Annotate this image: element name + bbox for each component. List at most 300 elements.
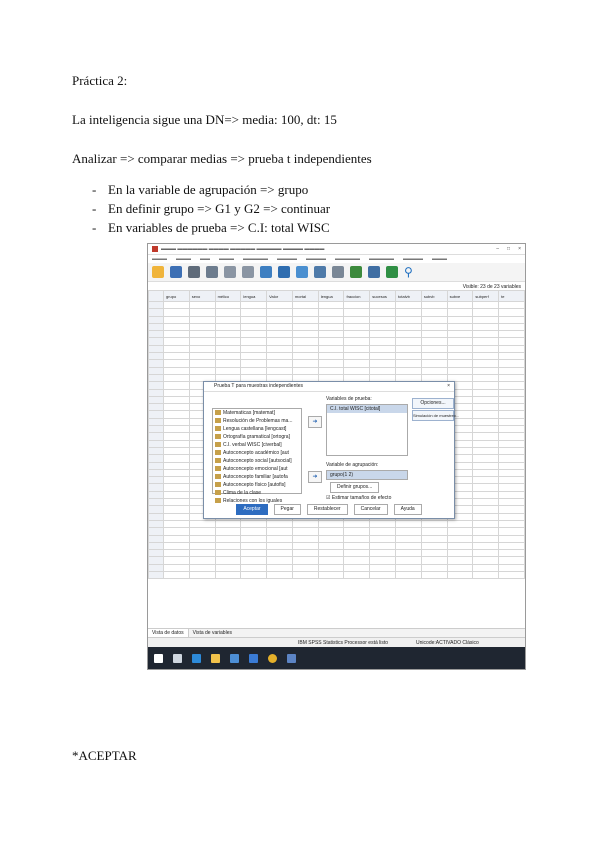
- grid-cell[interactable]: [189, 338, 215, 345]
- grid-cell[interactable]: [499, 550, 525, 557]
- grid-cell[interactable]: [344, 316, 370, 323]
- grid-cell[interactable]: [241, 535, 267, 542]
- grid-cell[interactable]: [370, 345, 396, 352]
- grid-cell[interactable]: [267, 520, 293, 527]
- grid-cell[interactable]: [499, 535, 525, 542]
- menu-item[interactable]: ▬▬▬: [176, 256, 191, 262]
- grid-cell[interactable]: [318, 550, 344, 557]
- grid-cell[interactable]: [241, 331, 267, 338]
- menu-item[interactable]: ▬▬▬▬▬: [369, 256, 394, 262]
- row-header[interactable]: [149, 309, 164, 316]
- column-header[interactable]: lengua: [241, 291, 267, 302]
- grid-cell[interactable]: [267, 535, 293, 542]
- grid-cell[interactable]: [473, 309, 499, 316]
- reset-button[interactable]: Restablecer: [307, 504, 348, 515]
- grid-cell[interactable]: [473, 316, 499, 323]
- grid-cell[interactable]: [292, 360, 318, 367]
- column-header[interactable]: mélico: [215, 291, 241, 302]
- grid-cell[interactable]: [447, 367, 473, 374]
- row-header[interactable]: [149, 426, 164, 433]
- grid-cell[interactable]: [447, 520, 473, 527]
- grid-cell[interactable]: [164, 353, 190, 360]
- grid-cell[interactable]: [447, 338, 473, 345]
- row-header[interactable]: [149, 528, 164, 535]
- grid-cell[interactable]: [215, 571, 241, 578]
- weight-cases-icon[interactable]: [386, 266, 398, 278]
- row-header[interactable]: [149, 557, 164, 564]
- row-header[interactable]: [149, 535, 164, 542]
- grid-cell[interactable]: [447, 557, 473, 564]
- grid-cell[interactable]: [370, 309, 396, 316]
- print-icon[interactable]: [188, 266, 200, 278]
- grid-cell[interactable]: [370, 535, 396, 542]
- grid-cell[interactable]: [473, 426, 499, 433]
- grid-cell[interactable]: [499, 389, 525, 396]
- split-file-icon[interactable]: [368, 266, 380, 278]
- grid-cell[interactable]: [447, 353, 473, 360]
- estimate-effect-size-checkbox[interactable]: [326, 495, 391, 501]
- row-header[interactable]: [149, 338, 164, 345]
- row-header[interactable]: [149, 396, 164, 403]
- grid-cell[interactable]: [267, 309, 293, 316]
- grid-cell[interactable]: [473, 345, 499, 352]
- search-icon[interactable]: ⚲: [404, 265, 413, 279]
- grid-cell[interactable]: [370, 367, 396, 374]
- grid-cell[interactable]: [267, 571, 293, 578]
- grid-cell[interactable]: [499, 564, 525, 571]
- grid-cell[interactable]: [473, 396, 499, 403]
- grid-cell[interactable]: [164, 404, 190, 411]
- grid-cell[interactable]: [499, 302, 525, 309]
- row-header[interactable]: [149, 389, 164, 396]
- grid-cell[interactable]: [189, 557, 215, 564]
- grid-cell[interactable]: [370, 331, 396, 338]
- grid-cell[interactable]: [241, 353, 267, 360]
- grouping-variable-field[interactable]: [326, 470, 408, 480]
- grid-cell[interactable]: [421, 360, 447, 367]
- grid-cell[interactable]: [164, 345, 190, 352]
- grid-cell[interactable]: [421, 535, 447, 542]
- grid-cell[interactable]: [447, 302, 473, 309]
- grid-cell[interactable]: [164, 331, 190, 338]
- grid-cell[interactable]: [241, 367, 267, 374]
- grid-cell[interactable]: [318, 520, 344, 527]
- row-header[interactable]: [149, 323, 164, 330]
- grid-cell[interactable]: [473, 367, 499, 374]
- grid-cell[interactable]: [318, 331, 344, 338]
- grid-cell[interactable]: [215, 353, 241, 360]
- column-header[interactable]: subve: [447, 291, 473, 302]
- grid-cell[interactable]: [421, 309, 447, 316]
- grid-cell[interactable]: [473, 571, 499, 578]
- grid-cell[interactable]: [292, 309, 318, 316]
- grid-cell[interactable]: [499, 484, 525, 491]
- grid-cell[interactable]: [421, 331, 447, 338]
- grid-cell[interactable]: [318, 323, 344, 330]
- grid-cell[interactable]: [499, 418, 525, 425]
- bootstrap-button[interactable]: Simulación de muestreo...: [412, 410, 454, 421]
- grid-cell[interactable]: [241, 309, 267, 316]
- spss-taskbar-icon[interactable]: [287, 654, 296, 663]
- grid-cell[interactable]: [499, 542, 525, 549]
- row-header[interactable]: [149, 316, 164, 323]
- task-view-icon[interactable]: [173, 654, 182, 663]
- row-header[interactable]: [149, 353, 164, 360]
- column-header[interactable]: Valor: [267, 291, 293, 302]
- grid-cell[interactable]: [396, 520, 422, 527]
- grid-cell[interactable]: [473, 520, 499, 527]
- test-variables-box[interactable]: [326, 404, 408, 456]
- grid-cell[interactable]: [473, 564, 499, 571]
- grid-cell[interactable]: [164, 360, 190, 367]
- grid-cell[interactable]: [189, 360, 215, 367]
- grid-cell[interactable]: [189, 367, 215, 374]
- column-header[interactable]: sucesos: [370, 291, 396, 302]
- grid-cell[interactable]: [318, 535, 344, 542]
- row-header[interactable]: [149, 499, 164, 506]
- grid-cell[interactable]: [215, 331, 241, 338]
- grid-cell[interactable]: [396, 542, 422, 549]
- grid-cell[interactable]: [421, 353, 447, 360]
- grid-cell[interactable]: [370, 520, 396, 527]
- grid-cell[interactable]: [344, 323, 370, 330]
- grid-cell[interactable]: [164, 499, 190, 506]
- grid-cell[interactable]: [292, 528, 318, 535]
- grid-cell[interactable]: [370, 353, 396, 360]
- grid-cell[interactable]: [164, 309, 190, 316]
- grid-cell[interactable]: [267, 345, 293, 352]
- variable-list-item[interactable]: [213, 425, 301, 433]
- grid-cell[interactable]: [447, 528, 473, 535]
- grid-cell[interactable]: [344, 571, 370, 578]
- grid-cell[interactable]: [499, 345, 525, 352]
- grid-cell[interactable]: [499, 469, 525, 476]
- grid-cell[interactable]: [370, 316, 396, 323]
- grid-cell[interactable]: [396, 338, 422, 345]
- define-groups-button[interactable]: Definir grupos...: [330, 482, 379, 493]
- grid-cell[interactable]: [473, 353, 499, 360]
- grid-cell[interactable]: [164, 455, 190, 462]
- grid-cell[interactable]: [267, 528, 293, 535]
- grid-cell[interactable]: [164, 484, 190, 491]
- grid-cell[interactable]: [292, 302, 318, 309]
- grid-cell[interactable]: [396, 302, 422, 309]
- grid-cell[interactable]: [292, 535, 318, 542]
- grid-cell[interactable]: [164, 323, 190, 330]
- grid-cell[interactable]: [241, 542, 267, 549]
- grid-cell[interactable]: [344, 542, 370, 549]
- grid-cell[interactable]: [421, 345, 447, 352]
- mail-icon[interactable]: [249, 654, 258, 663]
- grid-cell[interactable]: [447, 535, 473, 542]
- redo-icon[interactable]: [242, 266, 254, 278]
- grid-cell[interactable]: [215, 309, 241, 316]
- grid-cell[interactable]: [189, 331, 215, 338]
- goto-case-icon[interactable]: [260, 266, 272, 278]
- grid-cell[interactable]: [164, 433, 190, 440]
- grid-cell[interactable]: [164, 513, 190, 520]
- row-header[interactable]: [149, 447, 164, 454]
- paste-button[interactable]: Pegar: [274, 504, 301, 515]
- find-icon[interactable]: [332, 266, 344, 278]
- grid-cell[interactable]: [396, 323, 422, 330]
- store-icon[interactable]: [230, 654, 239, 663]
- grid-cell[interactable]: [473, 360, 499, 367]
- grid-cell[interactable]: [396, 367, 422, 374]
- row-header[interactable]: [149, 440, 164, 447]
- run-descriptives-icon[interactable]: [314, 266, 326, 278]
- grid-cell[interactable]: [344, 302, 370, 309]
- grid-cell[interactable]: [499, 477, 525, 484]
- grid-cell[interactable]: [189, 571, 215, 578]
- minimize-button[interactable]: –: [496, 246, 500, 252]
- variable-list-item[interactable]: [213, 449, 301, 457]
- grid-cell[interactable]: [215, 323, 241, 330]
- grid-cell[interactable]: [318, 557, 344, 564]
- grid-cell[interactable]: [473, 477, 499, 484]
- options-button[interactable]: Opciones...: [412, 398, 454, 409]
- column-header[interactable]: sexo: [189, 291, 215, 302]
- grid-cell[interactable]: [473, 382, 499, 389]
- grid-cell[interactable]: [164, 564, 190, 571]
- grid-cell[interactable]: [164, 316, 190, 323]
- grid-cell[interactable]: [473, 418, 499, 425]
- grid-cell[interactable]: [215, 360, 241, 367]
- column-header[interactable]: subperf: [473, 291, 499, 302]
- cancel-button[interactable]: Cancelar: [354, 504, 388, 515]
- grid-cell[interactable]: [215, 528, 241, 535]
- grid-cell[interactable]: [164, 418, 190, 425]
- grid-cell[interactable]: [396, 353, 422, 360]
- grid-cell[interactable]: [499, 323, 525, 330]
- grid-cell[interactable]: [396, 564, 422, 571]
- grid-cell[interactable]: [473, 389, 499, 396]
- grid-cell[interactable]: [215, 535, 241, 542]
- grid-cell[interactable]: [499, 396, 525, 403]
- grid-cell[interactable]: [396, 309, 422, 316]
- grid-cell[interactable]: [396, 316, 422, 323]
- variable-list-item[interactable]: [213, 473, 301, 481]
- grid-cell[interactable]: [267, 564, 293, 571]
- grid-cell[interactable]: [473, 338, 499, 345]
- grid-cell[interactable]: [215, 345, 241, 352]
- row-header[interactable]: [149, 367, 164, 374]
- close-button[interactable]: ×: [518, 246, 521, 252]
- grid-cell[interactable]: [499, 382, 525, 389]
- row-header[interactable]: [149, 462, 164, 469]
- grid-cell[interactable]: [499, 338, 525, 345]
- grid-cell[interactable]: [344, 367, 370, 374]
- variable-list-item[interactable]: [213, 441, 301, 449]
- windows-start-icon[interactable]: [154, 654, 163, 663]
- grid-cell[interactable]: [189, 550, 215, 557]
- row-header[interactable]: [149, 433, 164, 440]
- menu-item[interactable]: ▬▬▬▬: [403, 256, 423, 262]
- grid-cell[interactable]: [421, 338, 447, 345]
- row-header[interactable]: [149, 542, 164, 549]
- grid-cell[interactable]: [344, 535, 370, 542]
- grid-cell[interactable]: [421, 316, 447, 323]
- grid-cell[interactable]: [370, 550, 396, 557]
- row-header[interactable]: [149, 360, 164, 367]
- grid-cell[interactable]: [241, 550, 267, 557]
- grid-cell[interactable]: [267, 557, 293, 564]
- grid-cell[interactable]: [499, 571, 525, 578]
- grid-cell[interactable]: [396, 360, 422, 367]
- grid-cell[interactable]: [499, 331, 525, 338]
- open-folder-icon[interactable]: [152, 266, 164, 278]
- grid-cell[interactable]: [267, 542, 293, 549]
- grid-cell[interactable]: [499, 491, 525, 498]
- grid-cell[interactable]: [215, 564, 241, 571]
- grid-cell[interactable]: [164, 367, 190, 374]
- grid-cell[interactable]: [473, 557, 499, 564]
- grid-cell[interactable]: [421, 557, 447, 564]
- grid-cell[interactable]: [292, 520, 318, 527]
- row-header[interactable]: [149, 571, 164, 578]
- grid-cell[interactable]: [241, 564, 267, 571]
- grid-cell[interactable]: [344, 528, 370, 535]
- grid-cell[interactable]: [499, 455, 525, 462]
- goto-variable-icon[interactable]: [278, 266, 290, 278]
- row-header[interactable]: [149, 469, 164, 476]
- grid-cell[interactable]: [370, 564, 396, 571]
- variables-icon[interactable]: [296, 266, 308, 278]
- column-header[interactable]: lengua: [318, 291, 344, 302]
- grid-cell[interactable]: [215, 557, 241, 564]
- grid-cell[interactable]: [499, 557, 525, 564]
- move-to-test-arrow-button[interactable]: ➜: [308, 416, 322, 428]
- insert-cases-icon[interactable]: [350, 266, 362, 278]
- grid-cell[interactable]: [164, 477, 190, 484]
- grid-cell[interactable]: [241, 302, 267, 309]
- grid-cell[interactable]: [344, 309, 370, 316]
- grid-cell[interactable]: [164, 528, 190, 535]
- variable-list-item[interactable]: [213, 417, 301, 425]
- source-variable-list[interactable]: [212, 408, 302, 504]
- grid-cell[interactable]: [370, 360, 396, 367]
- variable-list-item[interactable]: [213, 457, 301, 465]
- grid-cell[interactable]: [344, 557, 370, 564]
- grid-cell[interactable]: [421, 571, 447, 578]
- grid-cell[interactable]: [473, 455, 499, 462]
- grid-cell[interactable]: [318, 528, 344, 535]
- grid-cell[interactable]: [473, 513, 499, 520]
- grid-cell[interactable]: [292, 367, 318, 374]
- grid-cell[interactable]: [499, 440, 525, 447]
- grid-cell[interactable]: [499, 447, 525, 454]
- menu-item[interactable]: ▬▬▬▬: [277, 256, 297, 262]
- grid-cell[interactable]: [344, 550, 370, 557]
- grid-cell[interactable]: [267, 550, 293, 557]
- grid-cell[interactable]: [473, 374, 499, 381]
- grid-cell[interactable]: [189, 309, 215, 316]
- grid-cell[interactable]: [447, 309, 473, 316]
- grid-cell[interactable]: [421, 323, 447, 330]
- grid-cell[interactable]: [164, 302, 190, 309]
- grid-cell[interactable]: [267, 353, 293, 360]
- variable-list-item[interactable]: [213, 465, 301, 473]
- menu-item[interactable]: ▬▬▬: [152, 256, 167, 262]
- chrome-icon[interactable]: [268, 654, 277, 663]
- grid-cell[interactable]: [499, 426, 525, 433]
- grid-cell[interactable]: [421, 520, 447, 527]
- row-header[interactable]: [149, 418, 164, 425]
- undo-icon[interactable]: [224, 266, 236, 278]
- grid-cell[interactable]: [241, 323, 267, 330]
- variable-list-item[interactable]: [213, 481, 301, 489]
- column-header[interactable]: fraccion: [344, 291, 370, 302]
- menu-item[interactable]: ▬▬▬: [432, 256, 447, 262]
- grid-cell[interactable]: [421, 528, 447, 535]
- dialog-recall-icon[interactable]: [206, 266, 218, 278]
- grid-cell[interactable]: [164, 338, 190, 345]
- grid-cell[interactable]: [421, 542, 447, 549]
- grid-cell[interactable]: [318, 309, 344, 316]
- grid-cell[interactable]: [473, 535, 499, 542]
- row-header[interactable]: [149, 477, 164, 484]
- grid-cell[interactable]: [215, 520, 241, 527]
- grid-cell[interactable]: [241, 520, 267, 527]
- grid-cell[interactable]: [499, 499, 525, 506]
- variable-list-item[interactable]: [213, 489, 301, 497]
- grid-cell[interactable]: [447, 542, 473, 549]
- grid-cell[interactable]: [215, 316, 241, 323]
- grid-cell[interactable]: [215, 542, 241, 549]
- grid-cell[interactable]: [421, 550, 447, 557]
- grid-cell[interactable]: [164, 550, 190, 557]
- grid-cell[interactable]: [344, 564, 370, 571]
- variable-list-item[interactable]: [213, 433, 301, 441]
- menu-item[interactable]: ▬▬▬▬▬: [243, 256, 268, 262]
- menu-item[interactable]: ▬▬▬▬▬: [335, 256, 360, 262]
- grid-cell[interactable]: [164, 389, 190, 396]
- grid-cell[interactable]: [189, 345, 215, 352]
- grid-cell[interactable]: [189, 520, 215, 527]
- grid-cell[interactable]: [267, 331, 293, 338]
- grid-cell[interactable]: [267, 302, 293, 309]
- test-variable-item[interactable]: C.I. total WISC [citotal]: [327, 405, 407, 413]
- tab-variable-view[interactable]: Vista de variables: [192, 630, 232, 636]
- grid-cell[interactable]: [164, 469, 190, 476]
- row-header[interactable]: [149, 564, 164, 571]
- grid-cell[interactable]: [318, 353, 344, 360]
- grid-cell[interactable]: [318, 316, 344, 323]
- grid-cell[interactable]: [164, 520, 190, 527]
- accept-button[interactable]: Aceptar: [236, 504, 267, 515]
- grid-cell[interactable]: [267, 367, 293, 374]
- grid-cell[interactable]: [344, 338, 370, 345]
- grid-cell[interactable]: [164, 571, 190, 578]
- row-header[interactable]: [149, 520, 164, 527]
- column-header[interactable]: te: [499, 291, 525, 302]
- grid-cell[interactable]: [396, 528, 422, 535]
- grid-cell[interactable]: [318, 367, 344, 374]
- grid-cell[interactable]: [241, 528, 267, 535]
- grid-cell[interactable]: [241, 338, 267, 345]
- grid-cell[interactable]: [292, 323, 318, 330]
- grid-cell[interactable]: [473, 542, 499, 549]
- move-to-group-arrow-button[interactable]: ➜: [308, 471, 322, 483]
- grid-cell[interactable]: [164, 382, 190, 389]
- grid-cell[interactable]: [447, 550, 473, 557]
- grid-cell[interactable]: [473, 447, 499, 454]
- menu-item[interactable]: ▬▬▬▬: [306, 256, 326, 262]
- grid-cell[interactable]: [447, 564, 473, 571]
- column-header[interactable]: mortal: [292, 291, 318, 302]
- grid-cell[interactable]: [318, 338, 344, 345]
- grid-cell[interactable]: [318, 345, 344, 352]
